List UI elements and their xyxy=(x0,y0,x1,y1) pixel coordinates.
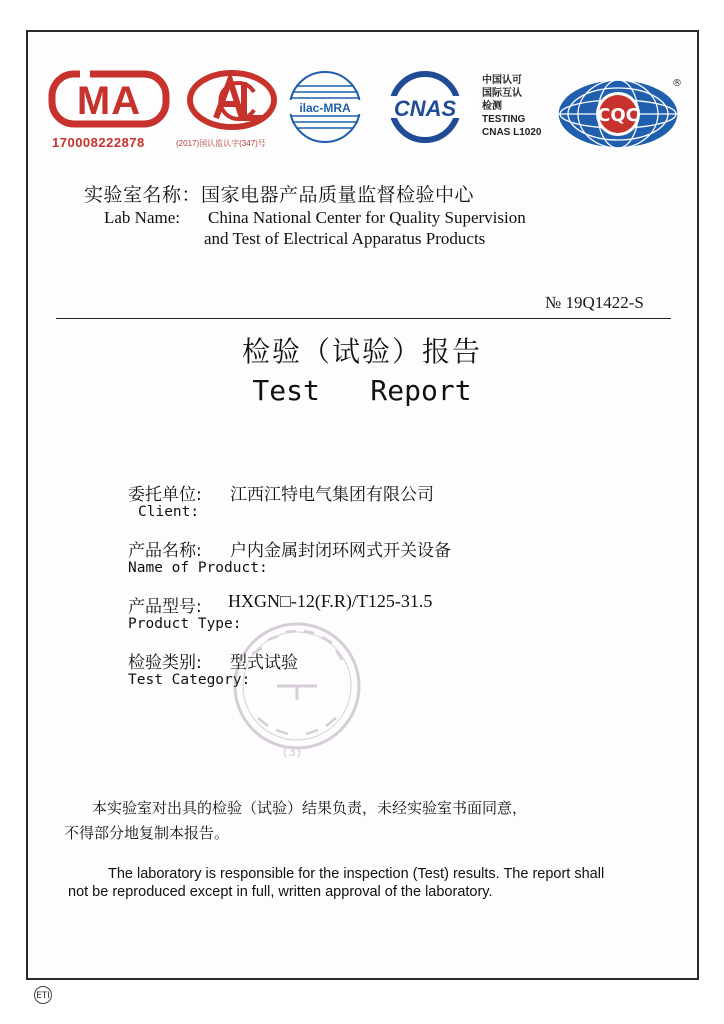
statement-en-line1: The laboratory is responsible for the inspection (Test) results. The report shall xyxy=(108,866,605,882)
registered-mark: ® xyxy=(672,78,682,89)
cma-logo xyxy=(50,70,168,132)
stamp-number: (3) xyxy=(282,745,302,760)
lab-name-en-line1: China National Center for Quality Supervision xyxy=(208,208,526,227)
lab-name-label: Lab Name: xyxy=(104,208,180,227)
product-name-label-en: Name of Product: xyxy=(128,560,268,576)
product-type-label-en: Product Type: xyxy=(128,616,242,632)
footer-mark: ETI xyxy=(34,986,52,1004)
cal-logo xyxy=(186,70,278,132)
cnas-text-line: 检测 xyxy=(482,101,502,112)
product-type-value: HXGN□-12(F.R)/T125-31.5 xyxy=(228,591,433,611)
client-label-cn: 委托单位: xyxy=(128,485,202,505)
cnas-accreditation-text xyxy=(482,74,541,139)
inspection-stamp xyxy=(222,614,372,764)
cal-caption: (2017)国认监认字(347)号 xyxy=(176,139,266,148)
report-title-en: Test Report xyxy=(252,374,472,407)
svg-text:MA: MA xyxy=(76,79,142,123)
statement-cn-line1: 本实验室对出具的检验（试验）结果负责，未经实验室书面同意， xyxy=(92,799,528,817)
ilac-mra-logo xyxy=(286,70,364,144)
test-category-label-cn: 检验类别: xyxy=(128,653,202,673)
lab-name-en-line2: and Test of Electrical Apparatus Products xyxy=(204,229,486,248)
client-label-en: Client: xyxy=(138,504,200,520)
cqc-globe-logo xyxy=(556,76,688,154)
cnas-logo xyxy=(378,72,472,142)
test-category-label-en: Test Category: xyxy=(128,672,251,688)
svg-text:CQC: CQC xyxy=(597,105,639,126)
report-title-cn: 检验（试验）报告 xyxy=(241,335,482,368)
cnas-text-line: TESTING xyxy=(482,114,526,125)
statement-cn-line2: 不得部分地复制本报告。 xyxy=(64,824,230,842)
cma-number: 170008222878 xyxy=(52,135,145,150)
cnas-text-line: 国际互认 xyxy=(482,88,522,99)
cnas-text-line: 中国认可 xyxy=(482,75,522,86)
report-number: № 19Q1422-S xyxy=(545,293,644,312)
lab-name-cn: 实验室名称：国家电器产品质量监督检验中心 xyxy=(84,184,475,206)
test-category-value: 型式试验 xyxy=(230,653,298,673)
divider-line xyxy=(56,318,671,319)
client-value: 江西江特电气集团有限公司 xyxy=(230,485,434,505)
svg-text:CNAS: CNAS xyxy=(393,96,457,121)
product-name-value: 户内金属封闭环网式开关设备 xyxy=(230,541,451,561)
product-type-label-cn: 产品型号: xyxy=(128,597,202,617)
cnas-text-line: CNAS L1020 xyxy=(482,127,542,138)
statement-en-line2: not be reproduced except in full, written approval of the laboratory. xyxy=(68,884,493,900)
svg-text:ilac-MRA: ilac-MRA xyxy=(299,101,351,115)
product-name-label-cn: 产品名称: xyxy=(128,541,202,561)
